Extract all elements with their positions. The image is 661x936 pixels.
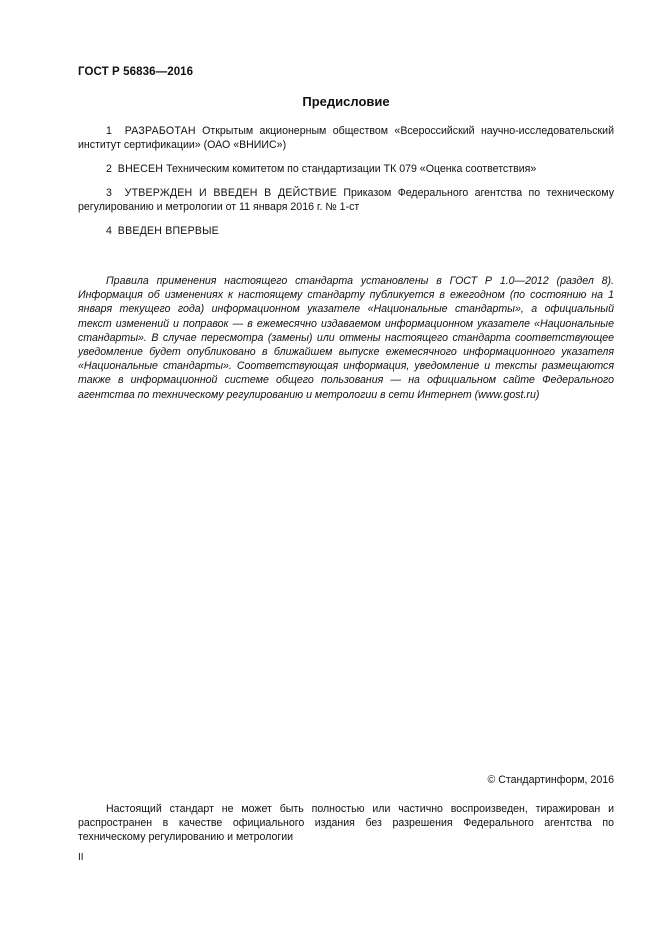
item-lead: ВНЕСЕН <box>117 163 164 175</box>
item-lead: РАЗРАБОТАН <box>124 125 196 137</box>
item-lead: УТВЕРЖДЕН И ВВЕДЕН В ДЕЙСТВИЕ <box>124 187 337 199</box>
item-text: Открытым акционерным обществом «Всероссийский научно-исследовательский институт сертификации» (ОАО «ВНИИС») <box>78 125 614 151</box>
item-number: 2 <box>106 163 112 175</box>
application-note: Правила применения настоящего стандарта установлены в ГОСТ Р 1.0—2012 (раздел 8). Информация об изменениях к настоящему стандарту публикуется в ежегодном (по состоянию на 1 января текущего года) информационном указателе «Национальные стандарты», а официальный текст изменений и поправок — в ежемесячно издаваемом информационном указателе «Национальные стандарты». В случае пересмотра (замены) или отмены настоящего стандарта соответствующее уведомление будет опубликовано в ближайшем выпуске ежемесячного информационного указателя «Национальные стандарты». Соответствующая информация, уведомление и тексты размещаются также в информационной системе общего пользования — на официальном сайте Федерального агентства по техническому регулированию и метрологии в сети Интернет (www.gost.ru) <box>78 275 614 401</box>
page-number: II <box>78 852 84 863</box>
foreword-item-1 <box>78 124 614 152</box>
foreword-item-2 <box>78 162 614 176</box>
item-text: Техническим комитетом по стандартизации ТК 079 «Оценка соответствия» <box>166 163 537 175</box>
item-number: 3 <box>106 187 112 199</box>
copyright-notice: Настоящий стандарт не может быть полностью или частично воспроизведен, тиражирован и распространен в качестве официального издания без разрешения Федерального агентства по техническому регулированию и метрологии <box>78 803 614 843</box>
copyright: © Стандартинформ, 2016 <box>487 774 614 786</box>
foreword-item-3 <box>78 186 614 214</box>
foreword-item-4 <box>78 224 614 238</box>
item-text: Приказом Федерального агентства по техническому регулированию и метрологии от 11 января 2016 г. № 1-ст <box>78 187 615 213</box>
item-number: 1 <box>106 125 112 137</box>
page-title: Предисловие <box>302 94 390 109</box>
item-lead: ВВЕДЕН ВПЕРВЫЕ <box>117 225 219 237</box>
standard-code: ГОСТ Р 56836—2016 <box>78 66 194 78</box>
item-number: 4 <box>106 225 112 237</box>
